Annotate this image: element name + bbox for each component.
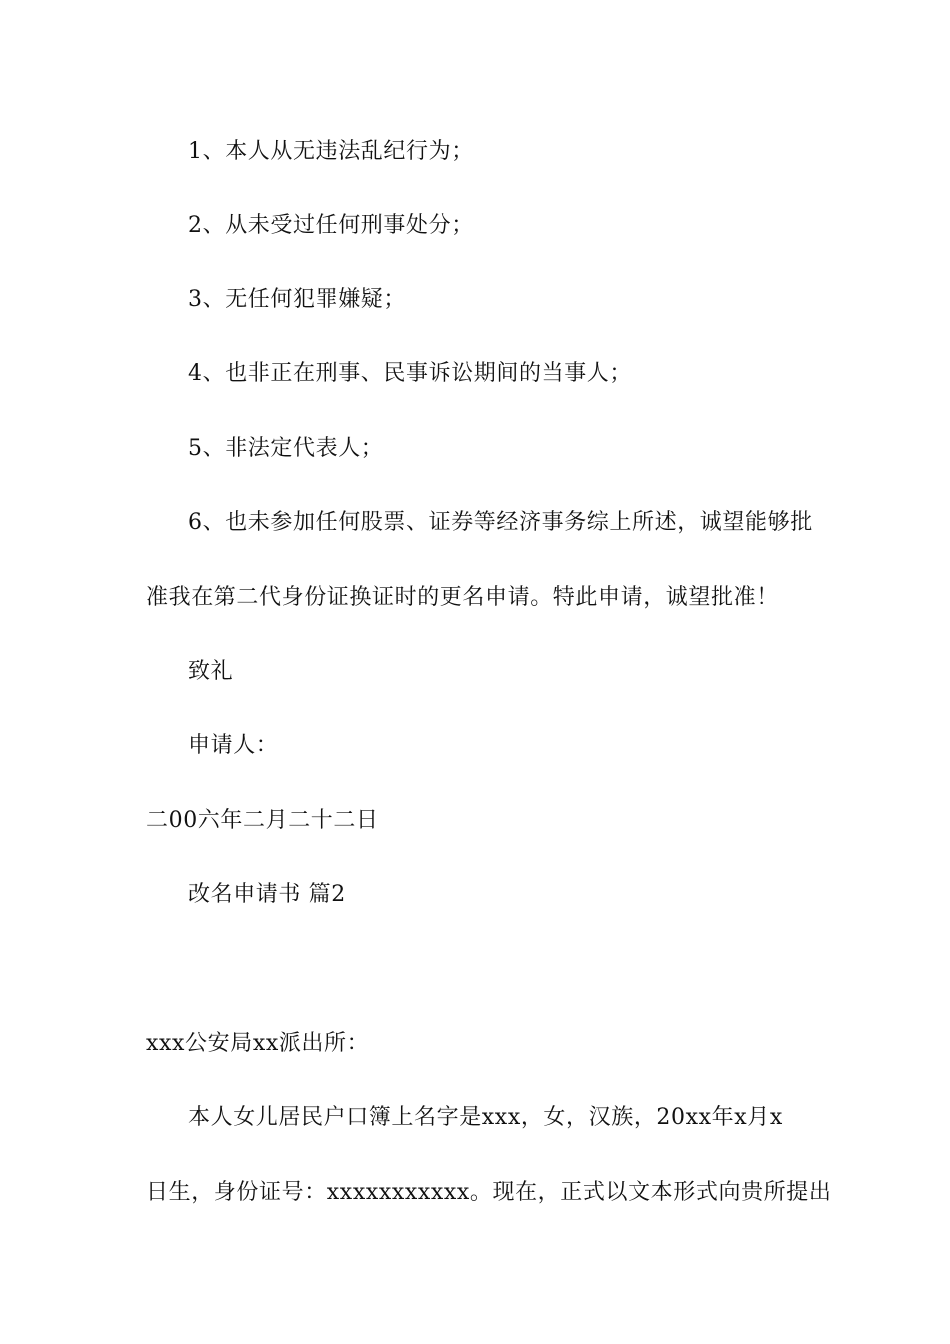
item-6: 6、也未参加任何股票、证券等经济事务综上所述，诚望能够批 (188, 510, 813, 535)
item-3: 3、无任何犯罪嫌疑； (188, 287, 406, 312)
body-paragraph-line-2: 日生，身份证号：xxxxxxxxxxx。现在，正式以文本形式向贵所提出 (146, 1180, 832, 1205)
salutation: 致礼 (188, 659, 234, 684)
item-6-continuation: 准我在第二代身份证换证时的更名申请。特此申请，诚望批准！ (146, 585, 779, 610)
item-4: 4、也非正在刑事、民事诉讼期间的当事人； (188, 361, 632, 386)
item-1: 1、本人从无违法乱纪行为； (188, 139, 474, 164)
body-paragraph-line-1: 本人女儿居民户口簿上名字是xxx，女，汉族，20xx年x月x (188, 1105, 783, 1130)
item-2: 2、从未受过任何刑事处分； (188, 213, 474, 238)
item-5: 5、非法定代表人； (188, 436, 384, 461)
date-line: 二00六年二月二十二日 (146, 808, 379, 833)
addressee: xxx公安局xx派出所： (146, 1031, 370, 1056)
section-heading: 改名申请书 篇2 (188, 882, 346, 907)
applicant-label: 申请人： (188, 733, 279, 758)
